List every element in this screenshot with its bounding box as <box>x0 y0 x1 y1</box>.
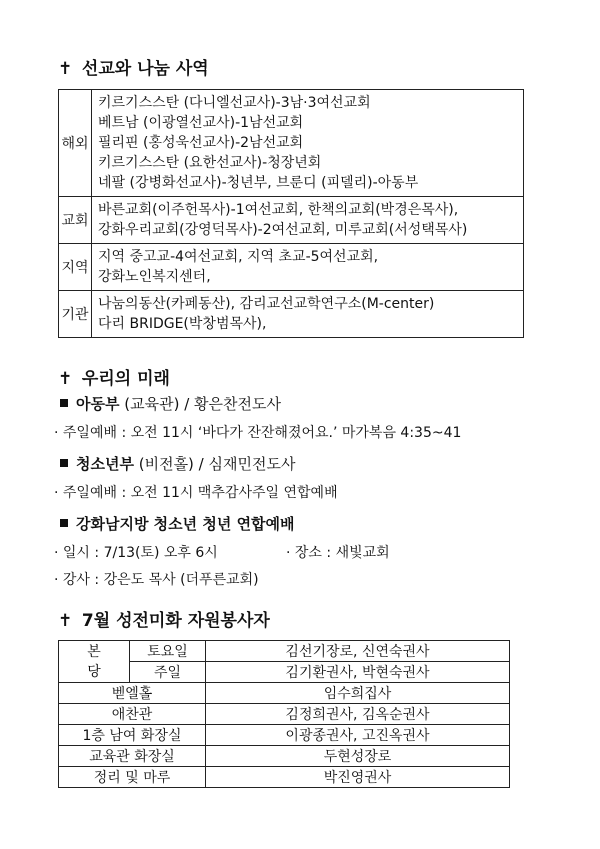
section-missions-heading <box>58 54 209 79</box>
main-hall-label <box>59 641 130 683</box>
cleanup-floor-volunteers: 박진영권사 <box>206 767 510 788</box>
children-worship: · 주일예배 : 오전 11시 ‘바다가 잔잔해졌어요.’ 마가복음 4:35~41 <box>54 425 462 441</box>
missions-table <box>58 89 524 338</box>
list-item: 필리핀 (홍성욱선교사)-2남선교회 <box>98 135 304 151</box>
table-row <box>59 704 510 725</box>
youth-worship: · 주일예배 : 오전 11시 맥추감사주일 연합예배 <box>54 485 338 501</box>
table-row <box>59 244 524 291</box>
sunday-volunteers: 김기환권사, 박현숙권사 <box>206 662 510 683</box>
category-overseas: 해외 <box>59 90 92 197</box>
cross-icon: ✝ <box>58 369 73 389</box>
children-dept-name: 아동부 <box>76 395 120 413</box>
list-item: 네팔 (강병화선교사)-청년부, 브룬디 (피델리)-아동부 <box>98 175 419 191</box>
youth-dept <box>60 453 295 474</box>
saturday-label: 토요일 <box>130 641 206 662</box>
list-item: 다리 BRIDGE(박창범목사), <box>98 316 267 332</box>
square-bullet-icon <box>60 519 68 527</box>
list-item: 지역 중고교-4여선교회, 지역 초교-5여선교회, <box>98 249 379 265</box>
square-bullet-icon <box>60 459 68 467</box>
table-row <box>59 197 524 244</box>
square-bullet-icon <box>60 399 68 407</box>
cross-icon: ✝ <box>58 59 73 79</box>
section-volunteers-heading <box>58 606 270 631</box>
table-row <box>59 767 510 788</box>
education-restroom-volunteers: 두현성장로 <box>206 746 510 767</box>
table-row <box>59 641 510 662</box>
section-volunteers-title: 7월 성전미화 자원봉사자 <box>81 611 270 631</box>
section-future-title: 우리의 미래 <box>81 369 170 389</box>
joint-worship <box>60 513 295 534</box>
table-row <box>59 746 510 767</box>
table-row <box>59 90 524 197</box>
youth-dept-name: 청소년부 <box>76 455 134 473</box>
restroom-1f-label: 1층 남여 화장실 <box>59 725 206 746</box>
joint-place: · 장소 : 새빛교회 <box>286 545 390 561</box>
cleanup-floor-label: 정리 및 마루 <box>59 767 206 788</box>
table-row <box>59 291 524 338</box>
restroom-1f-volunteers: 이광종권사, 고진옥권사 <box>206 725 510 746</box>
list-item: 나눔의동산(카페동산), 감리교선교학연구소(M-center) <box>98 296 435 312</box>
section-missions-title: 선교와 나눔 사역 <box>81 59 209 79</box>
education-restroom-label: 교육관 화장실 <box>59 746 206 767</box>
sunday-label: 주일 <box>130 662 206 683</box>
region-cell <box>92 244 524 291</box>
saturday-volunteers: 김선기장로, 신연숙권사 <box>206 641 510 662</box>
bethel-hall-volunteers: 임수희집사 <box>206 683 510 704</box>
youth-dept-info: (비전홀) / 심재민전도사 <box>133 455 296 473</box>
table-row <box>59 725 510 746</box>
children-dept <box>60 393 281 414</box>
category-institution: 기관 <box>59 291 92 338</box>
institution-cell <box>92 291 524 338</box>
list-item: 바른교회(이주헌목사)-1여선교회, 한책의교회(박경은목사), <box>98 202 459 218</box>
cross-icon: ✝ <box>58 611 73 631</box>
joint-worship-title: 강화남지방 청소년 청년 연합예배 <box>76 515 295 533</box>
category-church: 교회 <box>59 197 92 244</box>
children-dept-info: (교육관) / 황은찬전도사 <box>119 395 281 413</box>
table-row <box>59 683 510 704</box>
joint-speaker: · 강사 : 강은도 목사 (더푸른교회) <box>54 572 259 588</box>
joint-date: · 일시 : 7/13(토) 오후 6시 <box>54 545 218 561</box>
list-item: 강화우리교회(강영덕목사)-2여선교회, 미루교회(서성택목사) <box>98 222 468 238</box>
church-cell <box>92 197 524 244</box>
category-region: 지역 <box>59 244 92 291</box>
bethel-hall-label: 벧엘홀 <box>59 683 206 704</box>
main-hall-text: 본 당 <box>87 643 101 680</box>
overseas-cell <box>92 90 524 197</box>
list-item: 키르기스스탄 (요한선교사)-청장년회 <box>98 155 322 171</box>
fellowship-hall-label: 애찬관 <box>59 704 206 725</box>
section-future-heading <box>58 364 170 389</box>
list-item: 베트남 (이광열선교사)-1남선교회 <box>98 115 304 131</box>
fellowship-hall-volunteers: 김정희권사, 김옥순권사 <box>206 704 510 725</box>
list-item: 강화노인복지센터, <box>98 269 211 285</box>
volunteers-table <box>58 640 510 788</box>
list-item: 키르기스스탄 (다니엘선교사)-3남·3여선교회 <box>98 95 371 111</box>
